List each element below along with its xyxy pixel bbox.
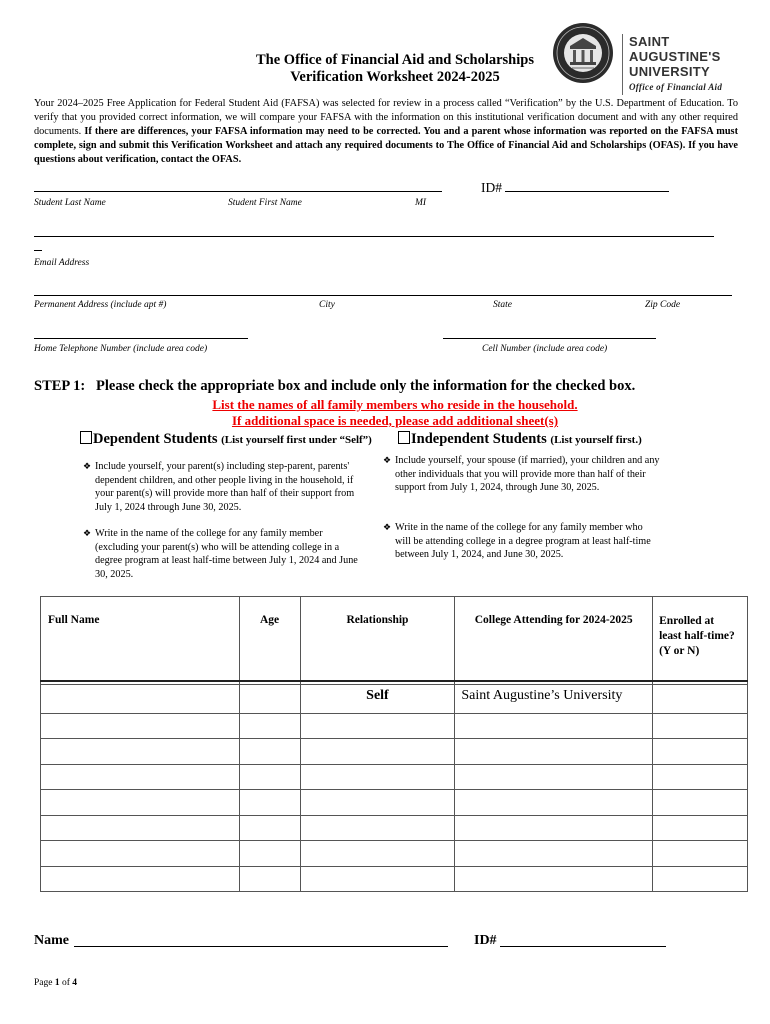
cell-full-name[interactable] (41, 685, 240, 714)
home-phone-line[interactable] (34, 338, 248, 339)
student-id-line[interactable] (505, 191, 669, 192)
email-line[interactable] (34, 236, 714, 237)
additional-sheet-instruction: If additional space is needed, please add additional sheet(s) (231, 413, 559, 428)
cell-phone-label: Cell Number (include area code) (482, 344, 608, 354)
logo-subtitle: Office of Financial Aid (629, 82, 723, 92)
step1-heading (34, 378, 635, 395)
address-label: Permanent Address (include apt #) (34, 300, 167, 310)
table-row[interactable] (41, 713, 748, 739)
independent-title: Independent Students (411, 431, 547, 447)
table-row[interactable] (41, 685, 748, 714)
independent-note: (List yourself first.) (550, 434, 642, 446)
logo-name-line-1: SAINT AUGUSTINE'S (629, 34, 721, 64)
mi-label: MI (415, 198, 427, 208)
footer-id-label: ID# (474, 933, 497, 948)
diamond-bullet-icon: ❖ (383, 455, 392, 465)
first-name-label: Student First Name (228, 198, 302, 208)
email-line-end (34, 250, 42, 251)
dependent-students-option[interactable] (80, 431, 372, 448)
cell-age[interactable] (239, 685, 300, 714)
col-header-full-name: Full Name (41, 597, 240, 682)
table-row[interactable] (41, 866, 748, 892)
table-header-row (41, 597, 748, 682)
household-instruction: List the names of all family members who reside in the household. (212, 397, 578, 412)
student-id-label: ID# (481, 180, 502, 195)
footer-id-line[interactable] (500, 946, 666, 947)
col-header-relationship: Relationship (300, 597, 455, 682)
diamond-bullet-icon: ❖ (83, 528, 92, 538)
footer-name-label: Name (34, 933, 69, 948)
intro-plain: Your 2024–2025 Free Application for Federal Student Aid (FAFSA) was selected for review in a process called “Verification” by the U.S. Department of Education. To verify that you provided correct information, we will compare your FAFSA with the information on this institutional verification document and with any other required documents. (34, 98, 738, 137)
university-name (622, 34, 752, 95)
household-table (40, 596, 748, 892)
title-line-1: The Office of Financial Aid and Scholarships (256, 52, 534, 68)
logo-name-line-2: UNIVERSITY (629, 64, 711, 79)
intro-paragraph (34, 97, 738, 167)
cell-phone-line[interactable] (443, 338, 656, 339)
page-number: Page 1 of 4 (34, 978, 78, 988)
home-phone-label: Home Telephone Number (include area code) (34, 344, 208, 354)
cell-relationship: Self (300, 685, 455, 714)
state-label: State (493, 300, 512, 310)
intro-bold: If there are differences, your FAFSA information may need to be corrected. You and a parent whose information was reported on the FAFSA must complete, sign and submit this Verification Worksheet and attach any required documents to The Office of Financial Aid and Scholarships (OFAS). If you have questions about verification, contact the OFAS. (34, 126, 738, 165)
independent-bullet-1: ❖ Include yourself, your spouse (if married), your children and any other individuals that you will provide more than half of their support from July 1, 2024, through June 30, 2025. (383, 455, 660, 493)
independent-bullet-2: ❖ Write in the name of the college for any family member who will be attending college in a degree program at least half-time between July 1, 2024, and June 30, 2025. (383, 522, 651, 560)
address-line[interactable] (34, 295, 732, 296)
dependent-note: (List yourself first under “Self”) (221, 434, 372, 446)
col-header-college: College Attending for 2024-2025 (455, 597, 653, 682)
table-row[interactable] (41, 815, 748, 841)
dependent-bullet-2: ❖ Write in the name of the college for any family member (excluding your parent(s) who will be attending college in a degree program at least half-time between July 1, 2024 and June 30, 2025. (83, 528, 358, 580)
dependent-title: Dependent Students (93, 431, 218, 447)
col-header-age: Age (239, 597, 300, 682)
cell-enrolled[interactable] (653, 685, 748, 714)
page-title (200, 52, 590, 86)
diamond-bullet-icon: ❖ (383, 522, 392, 532)
independent-checkbox[interactable] (398, 431, 410, 444)
email-label: Email Address (34, 258, 90, 268)
title-line-2: Verification Worksheet 2024-2025 (290, 69, 500, 85)
col-header-enrolled: Enrolled at least half-time? (Y or N) (653, 597, 748, 682)
dependent-bullet-1: ❖ Include yourself, your parent(s) including step-parent, parents' dependent children, and other people living in the household, if your parent(s) will provide more than half of their support from July 1, 2024 through June 30, 2025. (83, 461, 355, 513)
university-seal-icon (552, 22, 614, 84)
table-row[interactable] (41, 841, 748, 867)
diamond-bullet-icon: ❖ (83, 461, 92, 471)
student-name-line[interactable] (34, 191, 442, 192)
dependent-checkbox[interactable] (80, 431, 92, 444)
university-logo (552, 22, 752, 94)
table-row[interactable] (41, 739, 748, 765)
step1-instruction: Please check the appropriate box and include only the information for the checked box. (96, 378, 636, 394)
footer-name-line[interactable] (74, 946, 448, 947)
table-row[interactable] (41, 790, 748, 816)
zip-label: Zip Code (645, 300, 681, 310)
cell-college: Saint Augustine’s University (455, 685, 653, 714)
city-label: City (319, 300, 335, 310)
table-row[interactable] (41, 764, 748, 790)
last-name-label: Student Last Name (34, 198, 106, 208)
independent-students-option[interactable] (398, 431, 642, 448)
step1-label: STEP 1: (34, 378, 86, 394)
